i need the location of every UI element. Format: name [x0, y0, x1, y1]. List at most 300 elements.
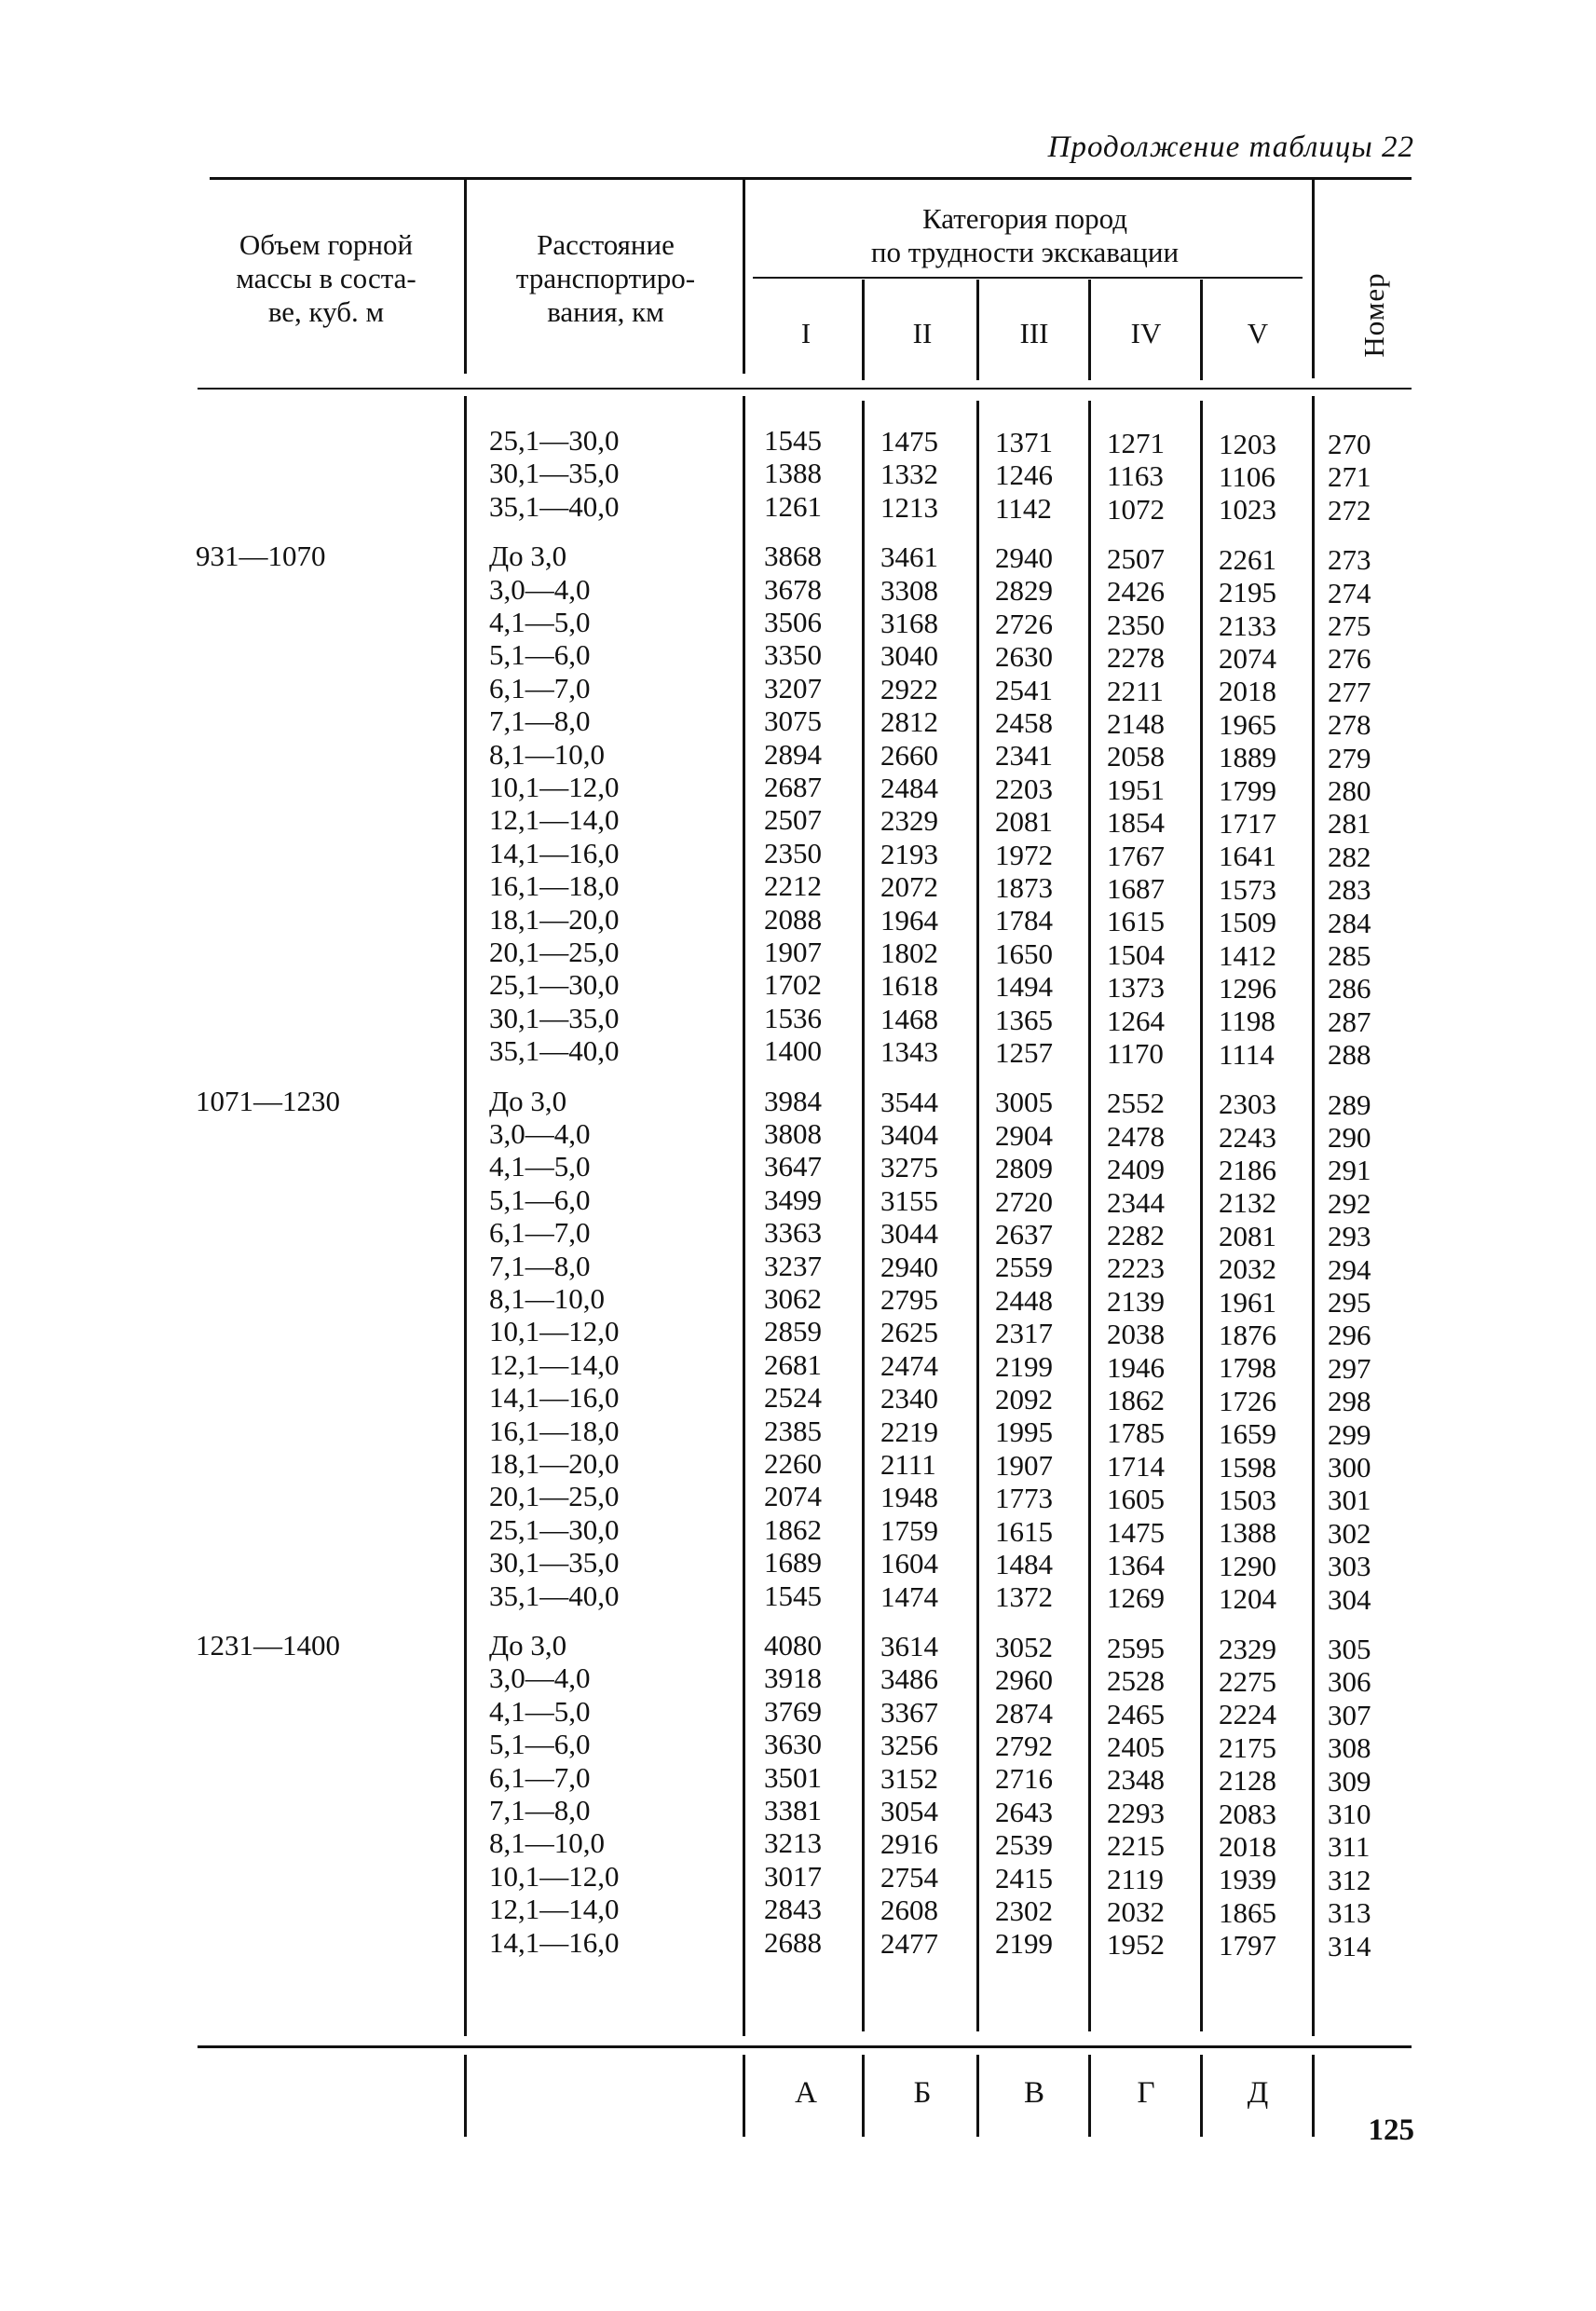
value-cell-cat-3: 1365: [995, 1003, 1053, 1036]
value-cell-cat-5: 1799: [1219, 773, 1276, 807]
value-cell-cat-5: 1659: [1219, 1417, 1276, 1451]
value-cell-cat-2: 2329: [880, 804, 938, 838]
value-cell-cat-1: 3808: [764, 1117, 822, 1150]
value-cell-cat-4: 1605: [1107, 1483, 1165, 1516]
footer-rule: [198, 2045, 1412, 2048]
value-cell-cat-2: 3155: [880, 1183, 938, 1217]
value-cell-cat-5: 1503: [1219, 1484, 1276, 1516]
distance-cell: 30,1—35,0: [489, 457, 620, 490]
value-cell-cat-1: 1400: [764, 1034, 822, 1068]
value-cell-cat-5: 2081: [1219, 1219, 1276, 1252]
row-number-cell: 281: [1328, 807, 1371, 841]
value-cell-cat-5: 2224: [1219, 1698, 1276, 1731]
value-cell-cat-2: 2219: [880, 1415, 938, 1448]
distance-cell: 14,1—16,0: [489, 1925, 620, 1959]
value-cell-cat-1: 1702: [764, 968, 822, 1002]
value-cell-cat-2: 2940: [880, 1250, 938, 1283]
value-cell-cat-2: 2474: [880, 1348, 938, 1382]
row-number-cell: 306: [1328, 1665, 1371, 1699]
value-cell-cat-3: 2940: [995, 541, 1053, 574]
value-cell-cat-1: 3062: [764, 1282, 822, 1315]
value-cell-cat-2: 1474: [880, 1579, 938, 1613]
value-cell-cat-5: 1412: [1219, 938, 1276, 972]
distance-cell: До 3,0: [489, 1084, 567, 1117]
distance-cell: 12,1—14,0: [489, 803, 620, 837]
category-header-line: по трудности экскавации: [870, 236, 1180, 268]
value-cell-cat-1: 2507: [764, 803, 822, 837]
col-sep-number: [1312, 180, 1315, 378]
distance-cell: До 3,0: [489, 540, 567, 573]
distance-header-line: Расстояние: [537, 228, 675, 261]
value-cell-cat-4: 1504: [1107, 937, 1165, 971]
distance-header-line: вания, км: [547, 295, 664, 328]
value-cell-cat-3: 2716: [995, 1762, 1053, 1796]
row-number-cell: 276: [1328, 642, 1371, 676]
row-number-cell: 311: [1328, 1830, 1371, 1864]
footer-sep-2: [976, 2055, 979, 2137]
header-bottom-rule: [198, 388, 1412, 390]
category-label-5: V: [1247, 317, 1269, 349]
value-cell-cat-4: 2426: [1107, 575, 1165, 609]
value-cell-cat-2: 2193: [880, 837, 938, 870]
distance-header: [471, 228, 741, 329]
value-cell-cat-2: 1948: [880, 1481, 938, 1514]
category-label-1: I: [800, 317, 812, 349]
distance-cell: 8,1—10,0: [489, 737, 605, 771]
value-cell-cat-1: 3501: [764, 1760, 822, 1794]
value-cell-cat-5: 2128: [1219, 1764, 1276, 1798]
row-number-cell: 280: [1328, 774, 1371, 807]
value-cell-cat-2: 2660: [880, 738, 938, 772]
value-cell-cat-5: 1641: [1219, 840, 1276, 873]
value-cell-cat-4: 2478: [1107, 1119, 1165, 1153]
footer-sep-4: [1200, 2055, 1203, 2137]
value-cell-cat-5: 1717: [1219, 807, 1276, 840]
value-cell-cat-4: 1714: [1107, 1449, 1165, 1483]
value-cell-cat-5: 2074: [1219, 642, 1276, 675]
footer-sep-1: [862, 2055, 865, 2137]
value-cell-cat-2: 1468: [880, 1002, 938, 1035]
row-number-cell: 294: [1328, 1252, 1371, 1286]
value-cell-cat-2: 3461: [880, 540, 938, 574]
row-number-cell: 270: [1328, 428, 1371, 460]
value-cell-cat-2: 1802: [880, 936, 938, 969]
value-cell-cat-3: 2302: [995, 1894, 1053, 1927]
value-cell-cat-1: 1261: [764, 489, 822, 523]
value-cell-cat-3: 1494: [995, 970, 1053, 1004]
top-rule: [210, 177, 1412, 180]
value-cell-cat-2: 3544: [880, 1085, 938, 1118]
row-number-cell: 273: [1328, 543, 1371, 577]
value-cell-cat-3: 2874: [995, 1696, 1053, 1730]
value-cell-cat-1: 2074: [764, 1480, 822, 1513]
volume-range-label: 1071—1230: [196, 1084, 340, 1117]
value-cell-cat-4: 1767: [1107, 839, 1165, 872]
distance-cell: 4,1—5,0: [489, 1150, 591, 1183]
body-sep-4: [1200, 401, 1203, 2031]
value-cell-cat-4: 2215: [1107, 1829, 1165, 1863]
value-cell-cat-1: 3017: [764, 1859, 822, 1893]
value-cell-cat-3: 2637: [995, 1218, 1053, 1251]
value-cell-cat-4: 2409: [1107, 1153, 1165, 1186]
table-caption: Продолжение таблицы 22: [1047, 130, 1414, 164]
footer-letter-d: Д: [1247, 2076, 1269, 2110]
row-number-cell: 297: [1328, 1351, 1371, 1385]
row-number-cell: 282: [1328, 840, 1371, 873]
value-cell-cat-5: 1889: [1219, 741, 1276, 774]
distance-cell: 16,1—18,0: [489, 869, 620, 903]
value-cell-cat-2: 1213: [880, 490, 938, 524]
distance-cell: 5,1—6,0: [489, 1728, 591, 1761]
row-number-cell: 308: [1328, 1731, 1371, 1765]
value-cell-cat-3: 3052: [995, 1630, 1053, 1663]
value-cell-cat-4: 2032: [1107, 1894, 1165, 1928]
value-cell-cat-4: 2139: [1107, 1284, 1165, 1318]
value-cell-cat-3: 1907: [995, 1448, 1053, 1482]
value-cell-cat-4: 2350: [1107, 608, 1165, 641]
value-cell-cat-2: 2111: [880, 1447, 936, 1481]
value-cell-cat-1: 3506: [764, 606, 822, 638]
category-header-line: Категория пород: [921, 202, 1128, 235]
value-cell-cat-5: 2329: [1219, 1632, 1276, 1665]
value-cell-cat-2: 3404: [880, 1117, 938, 1151]
value-cell-cat-2: 2754: [880, 1860, 938, 1894]
value-cell-cat-2: 3152: [880, 1761, 938, 1795]
value-cell-cat-3: 2448: [995, 1283, 1053, 1317]
value-cell-cat-3: 2559: [995, 1251, 1053, 1284]
volume-header-line: Объем горной: [239, 228, 414, 261]
value-cell-cat-4: 2278: [1107, 641, 1165, 675]
value-cell-cat-3: 2539: [995, 1828, 1053, 1862]
value-cell-cat-1: 1388: [764, 457, 822, 490]
distance-cell: 25,1—30,0: [489, 968, 620, 1002]
value-cell-cat-5: 1106: [1219, 460, 1275, 493]
value-cell-cat-1: 2859: [764, 1315, 822, 1348]
distance-cell: 3,0—4,0: [489, 572, 591, 606]
value-cell-cat-2: 2916: [880, 1827, 938, 1861]
number-header: Номер: [1357, 272, 1390, 358]
distance-cell: 4,1—5,0: [489, 606, 591, 638]
value-cell-cat-4: 1264: [1107, 1004, 1165, 1037]
value-cell-cat-3: 2199: [995, 1349, 1053, 1383]
row-number-cell: 275: [1328, 609, 1371, 642]
value-cell-cat-3: 2829: [995, 574, 1053, 608]
value-cell-cat-2: 1475: [880, 424, 938, 458]
value-cell-cat-3: 1972: [995, 838, 1053, 871]
row-number-cell: 313: [1328, 1896, 1371, 1930]
value-cell-cat-5: 1798: [1219, 1351, 1276, 1385]
distance-cell: 14,1—16,0: [489, 836, 620, 869]
value-cell-cat-1: 2688: [764, 1925, 822, 1959]
value-cell-cat-1: 3363: [764, 1216, 822, 1250]
value-cell-cat-3: 1246: [995, 458, 1053, 492]
value-cell-cat-3: 1995: [995, 1415, 1053, 1449]
col-sep-2: [976, 280, 979, 380]
row-number-cell: 285: [1328, 939, 1371, 972]
value-cell-cat-1: 2843: [764, 1893, 822, 1926]
value-cell-cat-2: 2922: [880, 672, 938, 705]
value-cell-cat-5: 2132: [1219, 1186, 1276, 1220]
row-number-cell: 309: [1328, 1764, 1371, 1798]
value-cell-cat-3: 2092: [995, 1383, 1053, 1415]
distance-cell: 18,1—20,0: [489, 1447, 620, 1480]
value-cell-cat-4: 1269: [1107, 1581, 1165, 1615]
value-cell-cat-5: 1296: [1219, 972, 1276, 1005]
row-number-cell: 274: [1328, 576, 1371, 609]
row-number-cell: 305: [1328, 1633, 1371, 1665]
value-cell-cat-5: 2303: [1219, 1087, 1276, 1121]
value-cell-cat-1: 2212: [764, 869, 822, 903]
row-number-cell: 312: [1328, 1863, 1371, 1896]
value-cell-cat-2: 2625: [880, 1316, 938, 1349]
distance-cell: 10,1—12,0: [489, 1859, 620, 1893]
category-label-3: III: [1019, 317, 1049, 349]
value-cell-cat-3: 2341: [995, 739, 1053, 773]
col-sep-volume: [464, 180, 467, 374]
value-cell-cat-3: 2415: [995, 1861, 1053, 1894]
value-cell-cat-2: 3275: [880, 1151, 938, 1184]
row-number-cell: 300: [1328, 1451, 1371, 1484]
distance-cell: 20,1—25,0: [489, 1480, 620, 1513]
value-cell-cat-5: 1388: [1219, 1516, 1276, 1550]
value-cell-cat-3: 2720: [995, 1184, 1053, 1218]
distance-cell: 3,0—4,0: [489, 1117, 591, 1150]
value-cell-cat-4: 2038: [1107, 1318, 1165, 1351]
body-sep-2: [976, 401, 979, 2031]
value-cell-cat-3: 1773: [995, 1482, 1053, 1515]
col-sep-distance: [743, 180, 745, 374]
body-sep-number: [1312, 396, 1315, 2036]
row-number-cell: 284: [1328, 906, 1371, 939]
value-cell-cat-4: 1364: [1107, 1548, 1165, 1581]
value-cell-cat-1: 2681: [764, 1347, 822, 1381]
value-cell-cat-4: 2595: [1107, 1631, 1165, 1664]
value-cell-cat-5: 1961: [1219, 1285, 1276, 1319]
value-cell-cat-5: 2175: [1219, 1730, 1276, 1764]
value-cell-cat-1: 4080: [764, 1629, 822, 1661]
value-cell-cat-1: 1907: [764, 936, 822, 968]
value-cell-cat-1: 1862: [764, 1512, 822, 1546]
distance-cell: 12,1—14,0: [489, 1893, 620, 1926]
body-sep-volume: [464, 396, 467, 2036]
row-number-cell: 301: [1328, 1484, 1371, 1517]
row-number-cell: 302: [1328, 1516, 1371, 1550]
value-cell-cat-1: 2260: [764, 1447, 822, 1480]
value-cell-cat-3: 2643: [995, 1795, 1053, 1828]
body-sep-distance: [743, 396, 745, 2036]
row-number-cell: 296: [1328, 1319, 1371, 1352]
distance-cell: 3,0—4,0: [489, 1661, 591, 1695]
value-cell-cat-2: 2812: [880, 705, 938, 739]
row-number-cell: 304: [1328, 1582, 1371, 1616]
value-cell-cat-2: 2484: [880, 771, 938, 804]
distance-cell: 4,1—5,0: [489, 1694, 591, 1728]
value-cell-cat-3: 1371: [995, 425, 1053, 458]
value-cell-cat-2: 2072: [880, 870, 938, 904]
footer-letter-b: Б: [913, 2076, 932, 2110]
distance-cell: 18,1—20,0: [489, 902, 620, 936]
distance-cell: 10,1—12,0: [489, 771, 620, 803]
distance-cell: 30,1—35,0: [489, 1546, 620, 1579]
value-cell-cat-3: 2317: [995, 1317, 1053, 1350]
value-cell-cat-5: 2195: [1219, 576, 1276, 609]
value-cell-cat-5: 2032: [1219, 1252, 1276, 1286]
value-cell-cat-4: 2405: [1107, 1730, 1165, 1763]
category-label-4: IV: [1130, 317, 1162, 349]
col-sep-1: [862, 280, 865, 380]
value-cell-cat-5: 1198: [1219, 1005, 1275, 1038]
distance-cell: 6,1—7,0: [489, 671, 591, 704]
row-number-cell: 303: [1328, 1550, 1371, 1583]
distance-cell: 25,1—30,0: [489, 1512, 620, 1546]
value-cell-cat-4: 1687: [1107, 871, 1165, 905]
row-number-cell: 286: [1328, 972, 1371, 1005]
value-cell-cat-4: 1785: [1107, 1416, 1165, 1450]
value-cell-cat-2: 2477: [880, 1926, 938, 1960]
value-cell-cat-1: 3678: [764, 572, 822, 606]
distance-cell: 35,1—40,0: [489, 1579, 620, 1612]
value-cell-cat-1: 2894: [764, 737, 822, 771]
row-number-cell: 307: [1328, 1698, 1371, 1731]
value-cell-cat-5: 1965: [1219, 707, 1276, 741]
value-cell-cat-2: 2795: [880, 1282, 938, 1316]
value-cell-cat-3: 1484: [995, 1548, 1053, 1580]
value-cell-cat-4: 1862: [1107, 1383, 1165, 1416]
value-cell-cat-5: 2275: [1219, 1665, 1276, 1698]
value-cell-cat-1: 3918: [764, 1661, 822, 1695]
value-cell-cat-1: 1545: [764, 424, 822, 457]
value-cell-cat-1: 2687: [764, 771, 822, 803]
value-cell-cat-4: 1475: [1107, 1515, 1165, 1549]
value-cell-cat-3: 3005: [995, 1086, 1053, 1119]
distance-cell: 35,1—40,0: [489, 1034, 620, 1068]
value-cell-cat-5: 1204: [1219, 1582, 1276, 1616]
footer-sep-number: [1312, 2055, 1315, 2137]
row-number-cell: 299: [1328, 1417, 1371, 1451]
value-cell-cat-5: 1865: [1219, 1895, 1276, 1929]
row-number-cell: 314: [1328, 1929, 1371, 1962]
distance-cell: 16,1—18,0: [489, 1414, 620, 1447]
value-cell-cat-5: 1573: [1219, 872, 1276, 906]
footer-sep-distance: [743, 2055, 745, 2137]
footer-sep-3: [1088, 2055, 1091, 2137]
value-cell-cat-2: 3054: [880, 1794, 938, 1827]
value-cell-cat-2: 3367: [880, 1695, 938, 1729]
row-number-cell: 287: [1328, 1005, 1371, 1038]
value-cell-cat-2: 3308: [880, 573, 938, 607]
value-cell-cat-1: 2524: [764, 1381, 822, 1415]
value-cell-cat-5: 2243: [1219, 1120, 1276, 1154]
value-cell-cat-4: 1373: [1107, 971, 1165, 1005]
value-cell-cat-3: 1142: [995, 491, 1052, 525]
value-cell-cat-4: 1854: [1107, 806, 1165, 840]
row-number-cell: 289: [1328, 1087, 1371, 1121]
value-cell-cat-3: 1615: [995, 1514, 1053, 1548]
value-cell-cat-5: 2186: [1219, 1154, 1276, 1186]
value-cell-cat-3: 2458: [995, 706, 1053, 739]
value-cell-cat-4: 2293: [1107, 1796, 1165, 1829]
value-cell-cat-4: 1072: [1107, 492, 1165, 526]
value-cell-cat-2: 1343: [880, 1035, 938, 1069]
value-cell-cat-5: 2083: [1219, 1797, 1276, 1830]
footer-sep-volume: [464, 2055, 467, 2137]
value-cell-cat-2: 3256: [880, 1729, 938, 1762]
value-cell-cat-2: 1604: [880, 1547, 938, 1580]
category-divider: [753, 277, 1303, 279]
value-cell-cat-4: 2119: [1107, 1862, 1164, 1895]
value-cell-cat-5: 2261: [1219, 542, 1276, 576]
footer-letter-v: В: [1023, 2076, 1044, 2110]
row-number-cell: 279: [1328, 741, 1371, 774]
value-cell-cat-1: 3350: [764, 638, 822, 672]
row-number-cell: 295: [1328, 1286, 1371, 1319]
value-cell-cat-1: 3213: [764, 1826, 822, 1860]
value-cell-cat-4: 2528: [1107, 1664, 1165, 1698]
body-sep-1: [862, 401, 865, 2031]
value-cell-cat-3: 1873: [995, 871, 1053, 904]
value-cell-cat-3: 2904: [995, 1118, 1053, 1152]
distance-cell: 12,1—14,0: [489, 1347, 620, 1381]
value-cell-cat-5: 1939: [1219, 1863, 1276, 1896]
value-cell-cat-4: 2507: [1107, 541, 1165, 575]
distance-cell: 6,1—7,0: [489, 1216, 591, 1250]
value-cell-cat-1: 3075: [764, 704, 822, 738]
value-cell-cat-2: 1759: [880, 1513, 938, 1547]
value-cell-cat-1: 3237: [764, 1249, 822, 1282]
category-header: [745, 202, 1304, 269]
value-cell-cat-4: 2058: [1107, 740, 1165, 773]
distance-cell: 5,1—6,0: [489, 638, 591, 672]
volume-range-label: 931—1070: [196, 540, 326, 573]
value-cell-cat-2: 1964: [880, 903, 938, 937]
value-cell-cat-2: 2340: [880, 1382, 938, 1415]
value-cell-cat-2: 3614: [880, 1629, 938, 1662]
row-number-cell: 292: [1328, 1186, 1371, 1220]
value-cell-cat-2: 1332: [880, 458, 938, 491]
volume-header-line: ве, куб. м: [267, 295, 385, 328]
body-sep-3: [1088, 401, 1091, 2031]
volume-header: [191, 228, 461, 329]
value-cell-cat-5: 1509: [1219, 906, 1276, 939]
row-number-cell: 272: [1328, 493, 1371, 526]
volume-header-line: массы в соста-: [236, 262, 416, 294]
page-number: 125: [1368, 2113, 1414, 2147]
distance-cell: 7,1—8,0: [489, 1794, 591, 1826]
value-cell-cat-1: 1689: [764, 1546, 822, 1579]
row-number-cell: 298: [1328, 1385, 1371, 1418]
value-cell-cat-4: 1170: [1107, 1036, 1164, 1070]
value-cell-cat-4: 1163: [1107, 459, 1164, 493]
row-number-cell: 290: [1328, 1121, 1371, 1154]
volume-range-label: 1231—1400: [196, 1629, 340, 1661]
value-cell-cat-3: 2203: [995, 772, 1053, 805]
distance-cell: До 3,0: [489, 1629, 567, 1661]
value-cell-cat-3: 2726: [995, 607, 1053, 640]
footer-letter-g: Г: [1137, 2076, 1155, 2110]
value-cell-cat-3: 2541: [995, 673, 1053, 706]
value-cell-cat-1: 3630: [764, 1728, 822, 1761]
value-cell-cat-5: 1598: [1219, 1450, 1276, 1484]
value-cell-cat-1: 3868: [764, 540, 822, 573]
value-cell-cat-3: 1372: [995, 1580, 1053, 1614]
value-cell-cat-3: 2960: [995, 1663, 1053, 1697]
value-cell-cat-1: 3769: [764, 1694, 822, 1728]
value-cell-cat-2: 2608: [880, 1894, 938, 1927]
distance-cell: 5,1—6,0: [489, 1183, 591, 1216]
value-cell-cat-4: 1271: [1107, 426, 1165, 459]
footer-letter-a: А: [795, 2076, 817, 2110]
value-cell-cat-1: 3207: [764, 671, 822, 704]
